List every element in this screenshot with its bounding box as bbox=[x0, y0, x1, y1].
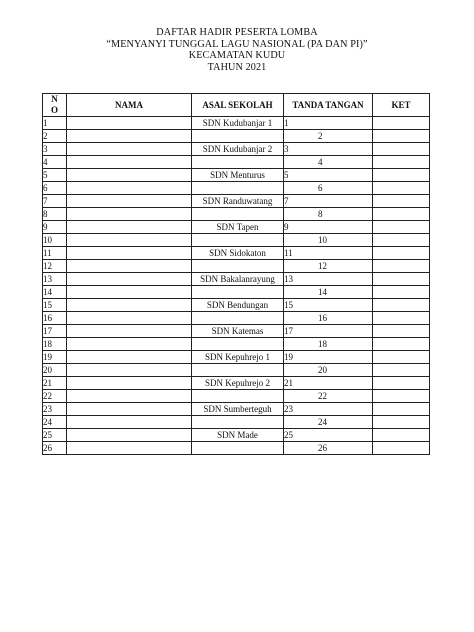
cell-asal-sekolah bbox=[192, 182, 284, 195]
cell-asal-sekolah: SDN Menturus bbox=[192, 169, 284, 182]
cell-nama bbox=[67, 234, 192, 247]
cell-ket bbox=[373, 156, 430, 169]
table-row bbox=[43, 117, 430, 130]
table-row bbox=[43, 247, 430, 260]
table-row bbox=[43, 143, 430, 156]
table-row bbox=[43, 273, 430, 286]
cell-nama bbox=[67, 377, 192, 390]
cell-no: 23 bbox=[43, 403, 67, 416]
cell-tanda-tangan: 11 bbox=[284, 247, 373, 260]
cell-nama bbox=[67, 169, 192, 182]
heading-line-2: “MENYANYI TUNGGAL LAGU NASIONAL (PA DAN PI)” bbox=[106, 38, 368, 50]
document-heading bbox=[0, 27, 474, 73]
cell-no: 10 bbox=[43, 234, 67, 247]
table-row bbox=[43, 416, 430, 429]
cell-ket bbox=[373, 312, 430, 325]
header-tanda-tangan: TANDA TANGAN bbox=[284, 94, 373, 117]
table-row bbox=[43, 325, 430, 338]
cell-no: 14 bbox=[43, 286, 67, 299]
header-asal-sekolah: ASAL SEKOLAH bbox=[192, 94, 284, 117]
table-row bbox=[43, 364, 430, 377]
cell-no: 11 bbox=[43, 247, 67, 260]
cell-no: 5 bbox=[43, 169, 67, 182]
cell-nama bbox=[67, 117, 192, 130]
cell-no: 3 bbox=[43, 143, 67, 156]
cell-tanda-tangan: 5 bbox=[284, 169, 373, 182]
cell-nama bbox=[67, 351, 192, 364]
cell-tanda-tangan: 12 bbox=[284, 260, 373, 273]
table-row bbox=[43, 390, 430, 403]
cell-no: 17 bbox=[43, 325, 67, 338]
cell-no: 15 bbox=[43, 299, 67, 312]
cell-tanda-tangan: 10 bbox=[284, 234, 373, 247]
cell-ket bbox=[373, 169, 430, 182]
cell-asal-sekolah bbox=[192, 234, 284, 247]
cell-tanda-tangan: 4 bbox=[284, 156, 373, 169]
cell-tanda-tangan: 6 bbox=[284, 182, 373, 195]
table-body bbox=[43, 117, 430, 455]
table-row bbox=[43, 429, 430, 442]
cell-asal-sekolah: SDN Kudubanjar 2 bbox=[192, 143, 284, 156]
cell-asal-sekolah bbox=[192, 442, 284, 455]
cell-asal-sekolah: SDN Katemas bbox=[192, 325, 284, 338]
cell-ket bbox=[373, 221, 430, 234]
cell-asal-sekolah bbox=[192, 130, 284, 143]
cell-no: 19 bbox=[43, 351, 67, 364]
cell-ket bbox=[373, 273, 430, 286]
cell-no: 16 bbox=[43, 312, 67, 325]
cell-no: 26 bbox=[43, 442, 67, 455]
cell-asal-sekolah bbox=[192, 312, 284, 325]
cell-nama bbox=[67, 286, 192, 299]
cell-nama bbox=[67, 195, 192, 208]
table-row bbox=[43, 351, 430, 364]
cell-tanda-tangan: 22 bbox=[284, 390, 373, 403]
cell-ket bbox=[373, 286, 430, 299]
cell-asal-sekolah: SDN Made bbox=[192, 429, 284, 442]
cell-nama bbox=[67, 364, 192, 377]
cell-ket bbox=[373, 325, 430, 338]
cell-ket bbox=[373, 429, 430, 442]
heading-line-4: TAHUN 2021 bbox=[207, 61, 267, 73]
cell-ket bbox=[373, 338, 430, 351]
cell-nama bbox=[67, 221, 192, 234]
cell-nama bbox=[67, 442, 192, 455]
cell-no: 13 bbox=[43, 273, 67, 286]
cell-ket bbox=[373, 234, 430, 247]
header-no bbox=[43, 94, 67, 117]
cell-nama bbox=[67, 143, 192, 156]
cell-tanda-tangan: 15 bbox=[284, 299, 373, 312]
cell-asal-sekolah: SDN Sidokaton bbox=[192, 247, 284, 260]
cell-tanda-tangan: 3 bbox=[284, 143, 373, 156]
cell-nama bbox=[67, 416, 192, 429]
header-nama: NAMA bbox=[67, 94, 192, 117]
cell-nama bbox=[67, 299, 192, 312]
cell-asal-sekolah bbox=[192, 416, 284, 429]
cell-tanda-tangan: 20 bbox=[284, 364, 373, 377]
table-row bbox=[43, 208, 430, 221]
table-row bbox=[43, 169, 430, 182]
cell-tanda-tangan: 7 bbox=[284, 195, 373, 208]
cell-ket bbox=[373, 117, 430, 130]
cell-tanda-tangan: 24 bbox=[284, 416, 373, 429]
cell-nama bbox=[67, 429, 192, 442]
cell-no: 18 bbox=[43, 338, 67, 351]
cell-asal-sekolah: SDN Tapen bbox=[192, 221, 284, 234]
cell-no: 8 bbox=[43, 208, 67, 221]
cell-asal-sekolah: SDN Kepuhrejo 1 bbox=[192, 351, 284, 364]
cell-no: 20 bbox=[43, 364, 67, 377]
cell-no: 4 bbox=[43, 156, 67, 169]
cell-asal-sekolah: SDN Sumberteguh bbox=[192, 403, 284, 416]
cell-no: 22 bbox=[43, 390, 67, 403]
cell-no: 7 bbox=[43, 195, 67, 208]
table-row bbox=[43, 234, 430, 247]
heading-line-3: KECAMATAN KUDU bbox=[188, 50, 286, 61]
cell-asal-sekolah: SDN Kudubanjar 1 bbox=[192, 117, 284, 130]
cell-asal-sekolah: SDN Kepuhrejo 2 bbox=[192, 377, 284, 390]
cell-ket bbox=[373, 403, 430, 416]
cell-tanda-tangan: 14 bbox=[284, 286, 373, 299]
table-row bbox=[43, 286, 430, 299]
header-ket: KET bbox=[373, 94, 430, 117]
cell-ket bbox=[373, 377, 430, 390]
cell-tanda-tangan: 25 bbox=[284, 429, 373, 442]
cell-asal-sekolah: SDN Bakalanrayung bbox=[192, 273, 284, 286]
cell-asal-sekolah bbox=[192, 260, 284, 273]
cell-nama bbox=[67, 208, 192, 221]
cell-asal-sekolah bbox=[192, 364, 284, 377]
cell-nama bbox=[67, 390, 192, 403]
header-no-line-1: N bbox=[51, 94, 58, 104]
attendance-table bbox=[42, 93, 430, 455]
cell-tanda-tangan: 23 bbox=[284, 403, 373, 416]
cell-asal-sekolah bbox=[192, 208, 284, 221]
cell-ket bbox=[373, 442, 430, 455]
cell-ket bbox=[373, 195, 430, 208]
heading-line-1: DAFTAR HADIR PESERTA LOMBA bbox=[156, 27, 318, 38]
cell-tanda-tangan: 19 bbox=[284, 351, 373, 364]
table-row bbox=[43, 377, 430, 390]
cell-nama bbox=[67, 403, 192, 416]
cell-no: 12 bbox=[43, 260, 67, 273]
cell-tanda-tangan: 17 bbox=[284, 325, 373, 338]
cell-nama bbox=[67, 156, 192, 169]
cell-nama bbox=[67, 312, 192, 325]
cell-asal-sekolah bbox=[192, 338, 284, 351]
cell-ket bbox=[373, 260, 430, 273]
cell-no: 24 bbox=[43, 416, 67, 429]
cell-tanda-tangan: 26 bbox=[284, 442, 373, 455]
cell-ket bbox=[373, 208, 430, 221]
cell-tanda-tangan: 21 bbox=[284, 377, 373, 390]
table-row bbox=[43, 221, 430, 234]
table-row bbox=[43, 403, 430, 416]
cell-ket bbox=[373, 299, 430, 312]
table-row bbox=[43, 442, 430, 455]
table-row bbox=[43, 182, 430, 195]
cell-nama bbox=[67, 260, 192, 273]
cell-ket bbox=[373, 247, 430, 260]
cell-ket bbox=[373, 130, 430, 143]
cell-tanda-tangan: 18 bbox=[284, 338, 373, 351]
cell-tanda-tangan: 8 bbox=[284, 208, 373, 221]
cell-ket bbox=[373, 390, 430, 403]
table-row bbox=[43, 338, 430, 351]
cell-ket bbox=[373, 364, 430, 377]
cell-asal-sekolah: SDN Randuwatang bbox=[192, 195, 284, 208]
cell-tanda-tangan: 2 bbox=[284, 130, 373, 143]
table-header-row bbox=[43, 94, 430, 117]
cell-no: 6 bbox=[43, 182, 67, 195]
table-row bbox=[43, 260, 430, 273]
cell-nama bbox=[67, 130, 192, 143]
cell-no: 1 bbox=[43, 117, 67, 130]
table-row bbox=[43, 156, 430, 169]
cell-tanda-tangan: 9 bbox=[284, 221, 373, 234]
cell-asal-sekolah bbox=[192, 286, 284, 299]
cell-nama bbox=[67, 338, 192, 351]
cell-no: 21 bbox=[43, 377, 67, 390]
table-row bbox=[43, 312, 430, 325]
cell-ket bbox=[373, 143, 430, 156]
cell-nama bbox=[67, 247, 192, 260]
cell-asal-sekolah: SDN Bendungan bbox=[192, 299, 284, 312]
cell-nama bbox=[67, 325, 192, 338]
cell-nama bbox=[67, 273, 192, 286]
cell-ket bbox=[373, 182, 430, 195]
header-no-line-2: O bbox=[50, 105, 58, 115]
cell-nama bbox=[67, 182, 192, 195]
cell-no: 9 bbox=[43, 221, 67, 234]
cell-tanda-tangan: 1 bbox=[284, 117, 373, 130]
cell-asal-sekolah bbox=[192, 390, 284, 403]
table-row bbox=[43, 299, 430, 312]
cell-no: 25 bbox=[43, 429, 67, 442]
cell-no: 2 bbox=[43, 130, 67, 143]
cell-tanda-tangan: 16 bbox=[284, 312, 373, 325]
cell-ket bbox=[373, 416, 430, 429]
cell-tanda-tangan: 13 bbox=[284, 273, 373, 286]
cell-ket bbox=[373, 351, 430, 364]
table-row bbox=[43, 195, 430, 208]
table-row bbox=[43, 130, 430, 143]
cell-asal-sekolah bbox=[192, 156, 284, 169]
